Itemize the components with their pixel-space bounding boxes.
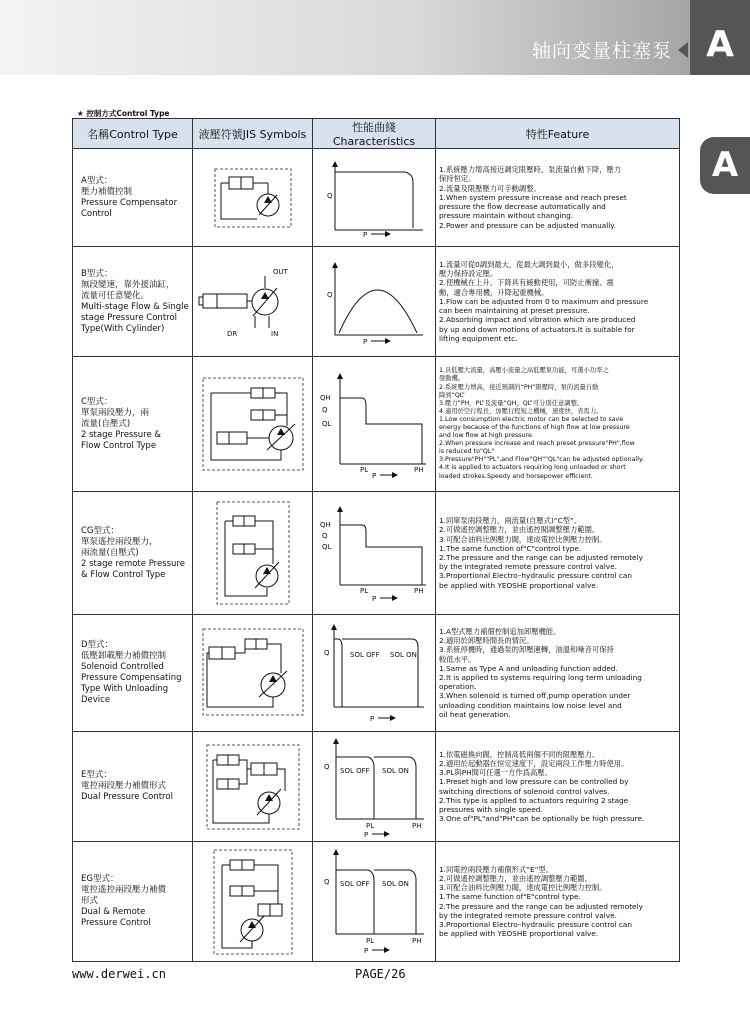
- name-line: 電控兩段壓力補償形式: [81, 781, 167, 791]
- table-row: [73, 357, 680, 492]
- feature-line: 3.系統停機時，通過泵的卸壓運轉，油溫和噪音可保持: [439, 645, 614, 655]
- name-line: Solenoid Controlled: [81, 662, 164, 672]
- symbol-out-label: OUT: [272, 267, 288, 276]
- feature-line: 3.PL與PH間可任選一方作爲高壓。: [439, 768, 552, 778]
- hydraulic-symbol: [193, 732, 313, 842]
- feature-line: 2.使機械在上升、下降具有緩動使用，可防止衝撞、震: [439, 278, 614, 288]
- feature-line: 3.Proportional Electro–hydraulic pressure control can: [439, 919, 632, 929]
- feature-line: 3.可配合油料比例壓力閥，達成電控比例壓力控制。: [439, 534, 607, 544]
- side-section-tab[interactable]: A: [700, 137, 750, 194]
- name-line: Type With Unloading: [81, 684, 169, 694]
- feature-line: 1.系統壓力增高接近調定限壓時，泵流量自動下降，壓力: [439, 165, 622, 175]
- name-line: Dual Pressure Control: [81, 792, 173, 802]
- control-type-name: [73, 357, 193, 492]
- table-row: [73, 149, 680, 247]
- feature-line: 1.Preset high and low pressure can be controlled by: [439, 777, 629, 787]
- feature-text: [436, 842, 680, 962]
- name-line: CG型式：: [81, 525, 120, 536]
- section-label: ★ 控制方式Control Type: [77, 109, 170, 118]
- control-type-name: [73, 149, 193, 247]
- feature-line: unloading condition maintains low noise level and: [439, 700, 622, 710]
- feature-line: 2.系統壓力增高，接近預調的“PH”限壓時，泵的流量自動: [439, 383, 599, 391]
- footer-url-link[interactable]: www.derwei.cn: [72, 967, 166, 981]
- axis-qh-label: QH: [320, 521, 331, 529]
- feature-line: oil heat generation.: [439, 709, 511, 719]
- axis-p-label: P: [363, 337, 368, 346]
- sol-off-label: SOL OFF: [340, 879, 370, 888]
- axis-p-label: P: [363, 230, 368, 238]
- name-line: EG型式：: [81, 874, 119, 884]
- axis-pl-label: PL: [366, 821, 375, 830]
- characteristic-curve: [313, 149, 436, 247]
- feature-line: by the integrated remote pressure control valve.: [439, 910, 617, 920]
- col-header-feature: 特性Feature: [436, 119, 680, 149]
- name-line: stage Pressure Control: [81, 312, 178, 323]
- curve-d: [318, 621, 430, 725]
- feature-line: 1.Flow can be adjusted from 0 to maximum and pressure: [439, 296, 649, 306]
- name-line: 形式: [81, 896, 99, 906]
- footer-divider: [72, 961, 679, 962]
- feature-line: 2.It is applied to systems requiring long term unloading: [439, 673, 642, 682]
- characteristic-curve: [313, 247, 436, 357]
- symbol-pump-eg-icon: [208, 846, 298, 958]
- control-type-name: [73, 615, 193, 732]
- hydraulic-symbol: [193, 492, 313, 615]
- feature-line: be applied with YEOSHE proportional valve.: [439, 580, 599, 590]
- name-line: B型式：: [81, 268, 113, 279]
- feature-line: 1.A型式壓力補償控制追加卸壓機能。: [439, 626, 561, 636]
- axis-p-label: P: [370, 715, 375, 723]
- name-line: 2 stage Pressure &: [81, 429, 162, 440]
- header-title: 轴向变量柱塞泵: [531, 40, 672, 62]
- table-row: [73, 615, 680, 732]
- axis-q-label: Q: [322, 532, 328, 540]
- axis-pl-label: PL: [360, 587, 369, 595]
- control-type-name: [73, 842, 193, 962]
- curve-cg: [318, 503, 430, 603]
- symbol-cylinder-b-icon: [197, 262, 309, 342]
- axis-q-label: Q: [324, 649, 330, 657]
- symbol-pump-cg-icon: [213, 498, 293, 608]
- feature-line: can been maintaining at preset pressure.: [439, 306, 590, 316]
- sol-off-label: SOL OFF: [350, 651, 380, 659]
- feature-line: operation.: [439, 682, 477, 692]
- table-row: [73, 492, 680, 615]
- name-line: Control: [81, 208, 112, 219]
- control-type-name: [73, 732, 193, 842]
- feature-line: loaded strokes.Speedy and horsepower efficient.: [439, 472, 593, 480]
- name-line: Dual & Remote: [81, 907, 146, 917]
- name-line: 2 stage remote Pressure: [81, 558, 185, 569]
- axis-p-label: P: [372, 595, 377, 603]
- name-line: 無段變速，靠外援油缸，: [81, 279, 175, 290]
- feature-line: 降到“QL”: [439, 391, 465, 399]
- feature-line: 1.流量可從0調到最大，從最大調到最小，做多段變化，: [439, 260, 619, 270]
- feature-line: 1.Same as Type A and unloading function added.: [439, 663, 618, 673]
- col-header-characteristics: 性能曲綫Characteristics: [313, 119, 436, 149]
- feature-line: 1.同單泵兩段壓力，兩流量(自壓式)“C型”。: [439, 516, 582, 526]
- name-line: 流量(自壓式): [81, 418, 131, 429]
- name-line: 單泵遙控兩段壓力，: [81, 536, 158, 547]
- table-row: [73, 247, 680, 357]
- feature-line: 3.Pressure"PH""PL",and Flow"QH""QL"can be adjusted optionally.: [439, 456, 644, 464]
- characteristic-curve: [313, 842, 436, 962]
- feature-line: by up and down motions of actuators.It is suitable for: [439, 324, 635, 334]
- feature-line: 壓力保持設定壓。: [439, 269, 498, 279]
- name-line: & Flow Control Type: [81, 569, 166, 580]
- feature-line: switching directions of solenoid control valves.: [439, 786, 610, 796]
- hydraulic-symbol: [193, 357, 313, 492]
- axis-ph-label: PH: [414, 466, 424, 474]
- feature-line: pressure the flow decrease automatically and: [439, 202, 606, 212]
- feature-line: 2.Power and pressure can be adjusted manually.: [439, 220, 616, 230]
- feature-line: 1.具低壓大流量，高壓小流量之高低壓泵功能，可選小功率之: [439, 367, 609, 375]
- axis-pl-label: PL: [366, 936, 375, 945]
- feature-line: 1.The same function of"E"control type.: [439, 892, 581, 902]
- page-number: PAGE/26: [355, 967, 406, 981]
- feature-line: 1.When system pressure increase and reach preset: [439, 192, 627, 202]
- symbol-pump-d-icon: [197, 625, 309, 721]
- hydraulic-symbol: [193, 149, 313, 247]
- feature-line: 動，適合專用機，升降起重機械。: [439, 287, 549, 297]
- feature-text: [436, 247, 680, 357]
- feature-line: 3.One of"PL"and"PH"can be optionally be high pressure.: [439, 814, 645, 824]
- feature-line: and low flow at high pressure.: [439, 432, 534, 440]
- characteristic-curve: [313, 732, 436, 842]
- name-line: E型式：: [81, 770, 112, 780]
- feature-line: 保持恒定。: [439, 174, 476, 184]
- feature-line: 2.Absorbing impact and vibration which are produced: [439, 315, 636, 325]
- symbol-pump-e-icon: [203, 739, 303, 835]
- sol-on-label: SOL ON: [382, 879, 409, 888]
- feature-line: 3.可配合油料比例壓力閥，達成電控比例壓力控制。: [439, 883, 607, 893]
- name-line: Device: [81, 695, 111, 705]
- axis-q-label: Q: [322, 406, 328, 414]
- feature-text: [436, 615, 680, 732]
- feature-line: 較低水平。: [439, 654, 476, 664]
- name-line: Pressure Control: [81, 918, 151, 928]
- axis-ph-label: PH: [412, 936, 422, 945]
- feature-line: 2.適用於卸壓時間長的情況。: [439, 636, 534, 646]
- feature-line: be applied with YEOSHE proportional valve.: [439, 929, 599, 939]
- axis-q-label: Q: [327, 290, 333, 299]
- name-line: 低壓卸載壓力補償控制: [81, 651, 167, 661]
- symbol-dr-label: DR: [226, 329, 237, 338]
- feature-line: 2.The pressure and the range can be adjusted remotely: [439, 901, 643, 911]
- name-line: Flow Control Type: [81, 440, 157, 451]
- hydraulic-symbol: [193, 247, 313, 357]
- curve-a: [319, 158, 429, 238]
- feature-line: 2.可做遙控調整壓力，並由遙控調整壓力範圍。: [439, 873, 592, 883]
- symbol-pump-a-icon: [213, 167, 293, 229]
- feature-line: 2.This type is applied to actuators requiring 2 stage: [439, 795, 629, 805]
- symbol-pump-c-icon: [201, 376, 305, 472]
- name-line: D型式：: [81, 640, 114, 650]
- symbol-in-label: IN: [270, 329, 278, 338]
- feature-line: 1.The same function of"C"control type.: [439, 543, 582, 553]
- feature-line: 4.It is applied to actuators requiring long unloaded or short: [439, 464, 626, 472]
- header-arrow-icon: [678, 42, 688, 58]
- feature-line: pressures with single speed.: [439, 804, 543, 814]
- axis-p-label: P: [364, 830, 369, 839]
- control-type-table: [72, 118, 680, 962]
- feature-line: 3.When solenoid is turned off,pump operation under: [439, 691, 631, 701]
- sol-off-label: SOL OFF: [340, 766, 370, 775]
- feature-line: 1.同電控兩段壓力補償形式“E”型。: [439, 864, 553, 874]
- characteristic-curve: [313, 615, 436, 732]
- axis-ql-label: QL: [322, 543, 332, 551]
- name-line: 兩流量(自壓式): [81, 547, 139, 558]
- curve-c: [318, 368, 430, 480]
- sol-on-label: SOL ON: [390, 651, 417, 659]
- curve-e: [318, 735, 430, 839]
- control-type-name: [73, 247, 193, 357]
- curve-eg: [318, 846, 430, 958]
- sol-on-label: SOL ON: [382, 766, 409, 775]
- feature-text: [436, 357, 680, 492]
- axis-q-label: Q: [327, 191, 333, 200]
- feature-line: 發動機。: [439, 375, 465, 383]
- feature-line: 2.可做遙控調整壓力，並由遙控閥調整壓力範圍。: [439, 525, 600, 535]
- axis-p-label: P: [372, 472, 377, 480]
- feature-line: by the integrated remote pressure control valve.: [439, 562, 617, 572]
- feature-text: [436, 149, 680, 247]
- feature-text: [436, 732, 680, 842]
- control-type-name: [73, 492, 193, 615]
- axis-ph-label: PH: [412, 821, 422, 830]
- name-line: Multi-stage Flow & Single: [81, 301, 189, 312]
- table-row: [73, 842, 680, 962]
- feature-line: 3.壓力“PH，PL”及流量“QH，QL”可分別任意調整。: [439, 399, 584, 407]
- col-header-symbols: 液壓符號JIS Symbols: [193, 119, 313, 149]
- hydraulic-symbol: [193, 615, 313, 732]
- name-line: Pressure Compensator: [81, 197, 178, 208]
- axis-q-label: Q: [324, 877, 330, 886]
- axis-q-label: Q: [324, 762, 330, 771]
- name-line: C型式：: [81, 396, 113, 407]
- characteristic-curve: [313, 492, 436, 615]
- name-line: 流量可任意變化。: [81, 290, 150, 301]
- feature-line: lifting equipment etc.: [439, 333, 518, 343]
- feature-line: 2.When pressure increase and reach preset pressure"PH",flow: [439, 440, 635, 448]
- feature-line: 2.適用於起動器在恒定速度下，設定兩段工作壓力時使用。: [439, 758, 629, 768]
- feature-line: is reduced to"QL": [439, 448, 495, 456]
- axis-p-label: P: [364, 946, 369, 955]
- name-line: A型式：: [81, 175, 113, 186]
- feature-line: 4.適用於空行程長，加壓行程短之機械，速度快，省馬力。: [439, 407, 603, 415]
- feature-line: pressure maintain without changing.: [439, 211, 574, 221]
- characteristic-curve: [313, 357, 436, 492]
- header-badge: A: [690, 0, 750, 75]
- col-header-name: 名稱Control Type: [73, 119, 193, 149]
- curve-b: [319, 257, 429, 347]
- feature-line: 1.Low consumption electric motor can be selected to save: [439, 415, 624, 423]
- name-line: 壓力補償控制: [81, 186, 133, 197]
- feature-line: energy because of the functions of high flow at low pressure: [439, 424, 630, 431]
- feature-line: 2.The pressure and the range can be adjusted remotely: [439, 553, 643, 562]
- feature-line: 1.依電磁換向閥，控制高低兩個不同的限壓壓力。: [439, 749, 600, 759]
- feature-line: 3.Proportional Electro–hydraulic pressure control can: [439, 571, 632, 581]
- name-line: 電控遙控兩段壓力補償: [81, 885, 167, 895]
- name-line: Type(With Cylinder): [81, 323, 165, 334]
- axis-pl-label: PL: [360, 466, 369, 474]
- axis-ql-label: QL: [322, 420, 332, 428]
- name-line: Pressure Compensating: [81, 673, 182, 683]
- name-line: 單泵兩段壓力，兩: [81, 407, 150, 418]
- page-header: [0, 0, 750, 75]
- table-header-row: [73, 119, 680, 149]
- feature-text: [436, 492, 680, 615]
- table-row: [73, 732, 680, 842]
- feature-line: 2.流量及限壓壓力可手動調整。: [439, 183, 541, 193]
- axis-qh-label: QH: [320, 394, 331, 402]
- hydraulic-symbol: [193, 842, 313, 962]
- axis-ph-label: PH: [414, 587, 424, 595]
